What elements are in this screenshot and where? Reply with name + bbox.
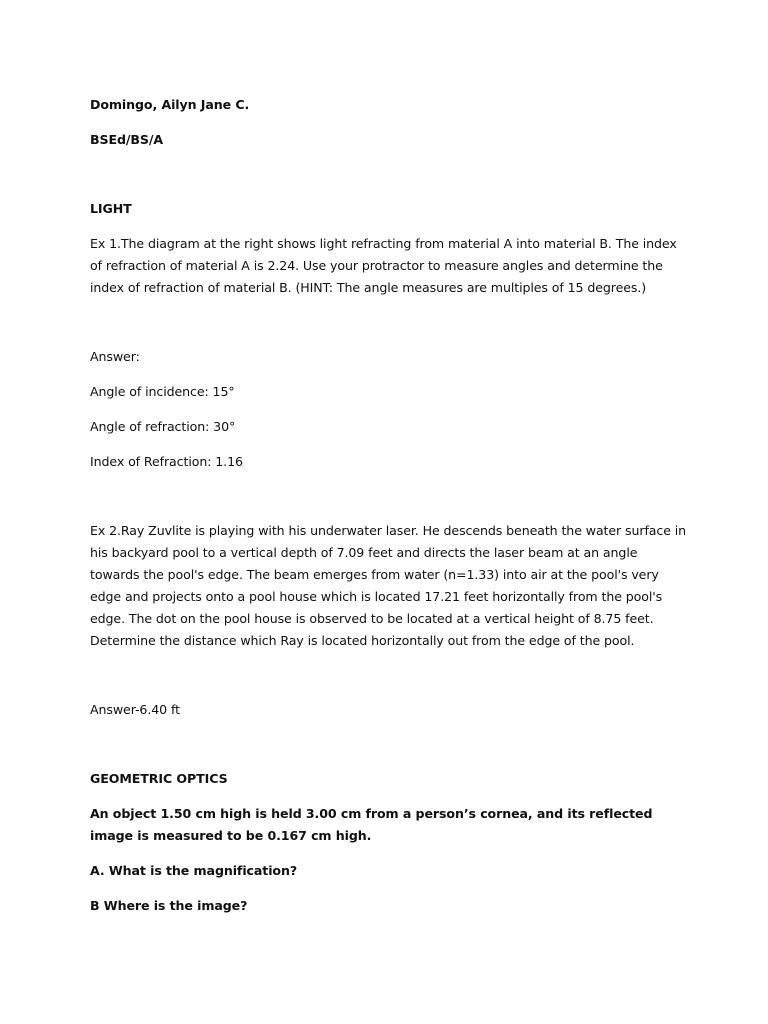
section-heading-light: LIGHT: [90, 201, 132, 216]
student-course: BSEd/BS/A: [90, 132, 164, 147]
document-page: [90, 94, 690, 917]
angle-of-refraction: Angle of refraction: 30°: [90, 419, 236, 434]
index-of-refraction: Index of Refraction: 1.16: [90, 454, 243, 469]
exercise-1-answer-label: Answer:: [90, 349, 140, 364]
exercise-1-text: Ex 1.The diagram at the right shows light refracting from material A into material B. The index of refraction of material A is 2.24. Use your protractor to measure angles and determine the index of refraction of material B. (HINT: The angle measures are multiples of 15 degrees.): [90, 236, 677, 295]
exercise-2-text: Ex 2.Ray Zuvlite is playing with his underwater laser. He descends beneath the water surface in his backyard pool to a vertical depth of 7.09 feet and directs the laser beam at an angle towards the pool's edge. The beam emerges from water (n=1.33) into air at the pool's very edge and projects onto a pool house which is located 17.21 feet horizontally from the pool's edge. The dot on the pool house is observed to be located at a vertical height of 8.75 feet. Determine the distance which Ray is located horizontally out from the edge of the pool.: [90, 523, 687, 648]
angle-of-incidence: Angle of incidence: 15°: [90, 384, 235, 399]
geometric-optics-problem: An object 1.50 cm high is held 3.00 cm from a person’s cornea, and its reflected image is measured to be 0.167 cm high.: [90, 806, 653, 843]
section-heading-geometric-optics: GEOMETRIC OPTICS: [90, 771, 228, 786]
question-b: B Where is the image?: [90, 898, 248, 913]
student-name: Domingo, Ailyn Jane C.: [90, 97, 250, 112]
exercise-2-answer: Answer-6.40 ft: [90, 702, 180, 717]
question-a: A. What is the magnification?: [90, 863, 298, 878]
